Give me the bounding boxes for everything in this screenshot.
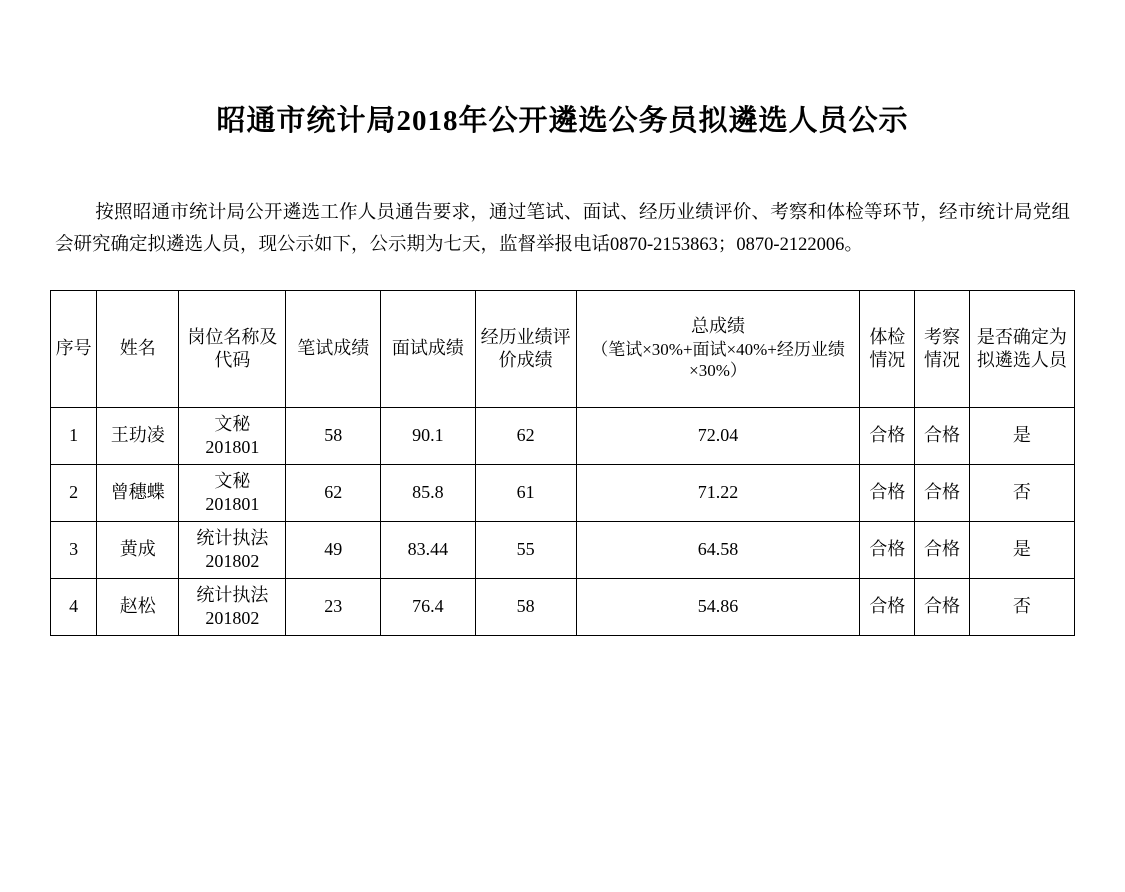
cell-name: 黄成 [97,521,179,578]
column-header-interview-score: 面试成绩 [381,290,476,407]
column-header-name: 姓名 [97,290,179,407]
cell-post [179,578,286,635]
total-score-formula: （笔试×30%+面试×40%+经历业绩×30%） [591,339,845,381]
paragraph-text: 按照昭通市统计局公开遴选工作人员通告要求，通过笔试、面试、经历业绩评价、考察和体检等环节，经市统计局党组会研究确定拟遴选人员，现公示如下，公示期为七天，监督举报电话0870-2153863；0870-2122006。 [55,203,1070,256]
cell-inspection: 合格 [915,521,970,578]
column-header-confirmed: 是否确定为拟遴选人员 [969,290,1074,407]
cell-post-code: 201801 [205,436,260,457]
column-header-post: 岗位名称及代码 [179,290,286,407]
total-score-label: 总成绩 [691,316,746,337]
cell-total-score: 54.86 [576,578,860,635]
cell-interview-score: 76.4 [381,578,476,635]
cell-name: 赵松 [97,578,179,635]
cell-physical-exam: 合格 [860,407,915,464]
cell-post-code: 201802 [205,607,260,628]
cell-post-name: 统计执法 [196,584,269,605]
cell-name: 王玏凌 [97,407,179,464]
cell-total-score: 64.58 [576,521,860,578]
cell-experience-score: 55 [475,521,576,578]
cell-physical-exam: 合格 [860,521,915,578]
table-header-row [51,290,1075,407]
column-header-written-score: 笔试成绩 [286,290,381,407]
cell-post-name: 文秘 [214,413,251,434]
table-row [51,521,1075,578]
cell-physical-exam: 合格 [860,464,915,521]
cell-post [179,407,286,464]
candidates-table [50,290,1075,636]
cell-total-score: 71.22 [576,464,860,521]
cell-post-name: 文秘 [214,470,251,491]
column-header-inspection: 考察情况 [915,290,970,407]
cell-interview-score: 83.44 [381,521,476,578]
cell-seq: 2 [51,464,97,521]
cell-seq: 1 [51,407,97,464]
table-header [51,290,1075,407]
cell-post [179,521,286,578]
cell-written-score: 62 [286,464,381,521]
cell-confirmed: 否 [969,578,1074,635]
column-header-total-score [576,290,860,407]
cell-post [179,464,286,521]
cell-experience-score: 62 [475,407,576,464]
cell-physical-exam: 合格 [860,578,915,635]
table-row [51,578,1075,635]
table-row [51,464,1075,521]
cell-interview-score: 85.8 [381,464,476,521]
page-title: 昭通市统计局2018年公开遴选公务员拟遴选人员公示 [216,105,909,137]
column-header-experience-score: 经历业绩评价成绩 [475,290,576,407]
table-body [51,407,1075,635]
cell-inspection: 合格 [915,578,970,635]
cell-seq: 3 [51,521,97,578]
table-row [51,407,1075,464]
cell-total-score: 72.04 [576,407,860,464]
cell-confirmed: 否 [969,464,1074,521]
cell-seq: 4 [51,578,97,635]
cell-post-name: 统计执法 [196,527,269,548]
document-page [0,98,1125,892]
cell-name: 曾穗蝶 [97,464,179,521]
cell-inspection: 合格 [915,464,970,521]
cell-inspection: 合格 [915,407,970,464]
cell-written-score: 58 [286,407,381,464]
cell-post-code: 201801 [205,493,260,514]
column-header-seq: 序号 [51,290,97,407]
cell-confirmed: 是 [969,521,1074,578]
cell-experience-score: 58 [475,578,576,635]
announcement-paragraph [50,197,1075,262]
cell-confirmed: 是 [969,407,1074,464]
cell-interview-score: 90.1 [381,407,476,464]
cell-post-code: 201802 [205,550,260,571]
column-header-physical-exam: 体检情况 [860,290,915,407]
cell-written-score: 49 [286,521,381,578]
cell-written-score: 23 [286,578,381,635]
cell-experience-score: 61 [475,464,576,521]
